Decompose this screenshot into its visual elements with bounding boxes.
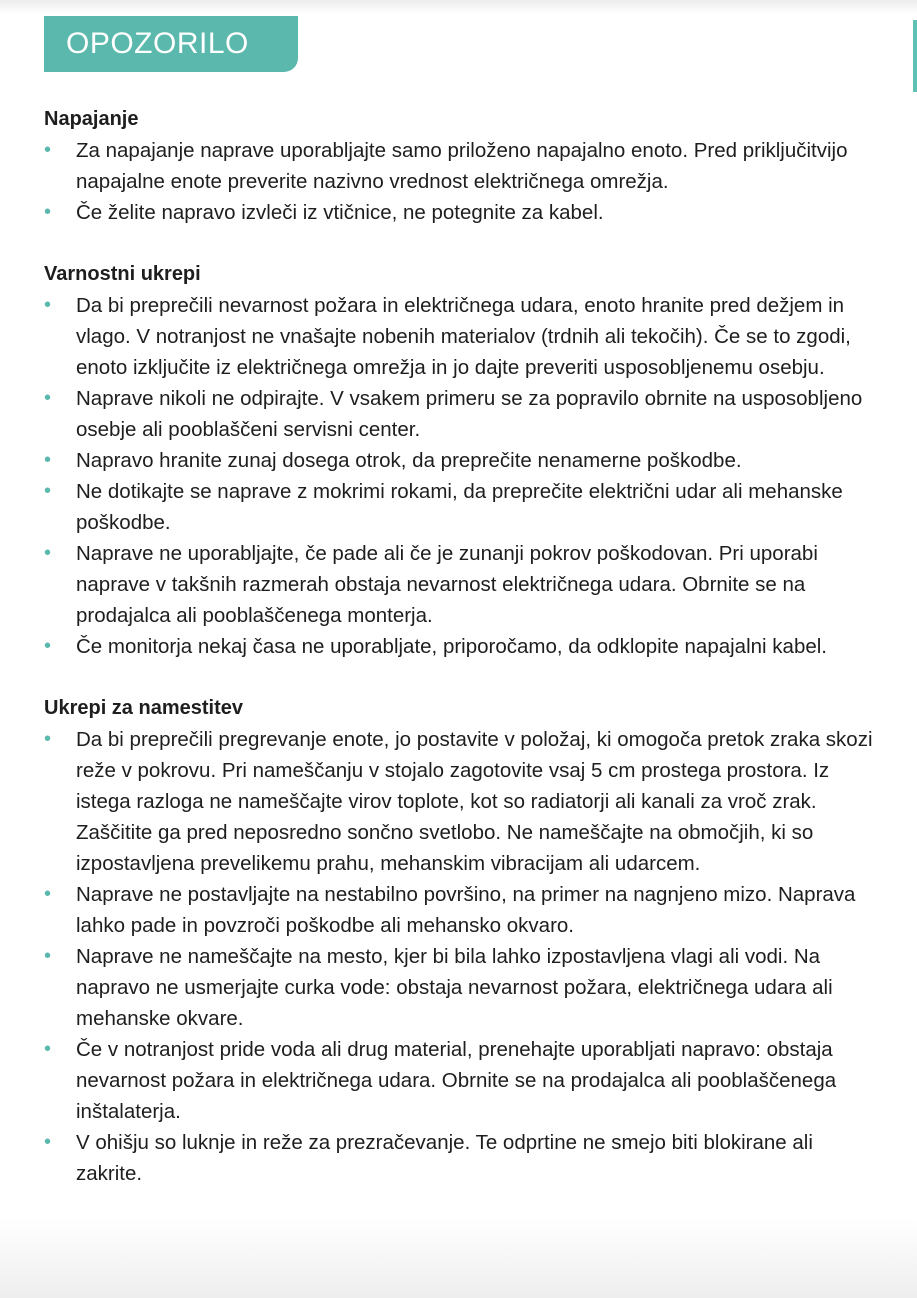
- list-item-text: V ohišju so luknje in reže za prezračevanje. Te odprtine ne smejo biti blokirane ali zakrite.: [76, 1131, 813, 1185]
- list-item-text: Napravo hranite zunaj dosega otrok, da preprečite nenamerne poškodbe.: [76, 449, 742, 472]
- bullet-icon: •: [44, 1131, 52, 1153]
- bullet-icon: •: [44, 480, 52, 502]
- bullet-icon: •: [44, 449, 52, 471]
- list-item: [44, 383, 884, 445]
- list-item-text: Če monitorja nekaj časa ne uporabljate, priporočamo, da odklopite napajalni kabel.: [76, 635, 827, 658]
- list-item-text: Ne dotikajte se naprave z mokrimi rokami, da preprečite električni udar ali mehanske poškodbe.: [76, 480, 843, 534]
- list-item: [44, 879, 884, 941]
- warning-banner: [44, 16, 298, 72]
- bullet-icon: •: [44, 883, 52, 905]
- list-item: [44, 445, 884, 476]
- list-item: [44, 290, 884, 383]
- list-item: [44, 631, 884, 662]
- section-safety: [44, 259, 884, 662]
- list-item-text: Naprave ne postavljajte na nestabilno površino, na primer na nagnjeno mizo. Naprava lahko pade in povzroči poškodbe ali mehansko okvaro.: [76, 883, 856, 937]
- bullet-icon: •: [44, 139, 52, 161]
- section-installation: [44, 693, 884, 1189]
- list-item: [44, 135, 884, 197]
- list-item-text: Da bi preprečili pregrevanje enote, jo postavite v položaj, ki omogoča pretok zraka skozi reže v pokrovu. Pri nameščanju v stojalo zagotovite vsaj 5 cm prostega prostora. Iz istega razloga ne nameščajte virov toplote, kot so radiatorji ali kanali za vroč zrak. Zaščitite ga pred neposredno sončno svetlobo. Ne nameščajte na območjih, ki so izpostavljena prevelikemu prahu, mehanskim vibracijam ali udarcem.: [76, 728, 873, 875]
- bullet-icon: •: [44, 728, 52, 750]
- page-bottom-shadow: [0, 1218, 917, 1298]
- bullet-icon: •: [44, 387, 52, 409]
- list-item-text: Naprave ne uporabljajte, če pade ali če je zunanji pokrov poškodovan. Pri uporabi naprave v takšnih razmerah obstaja nevarnost električnega udara. Obrnite se na prodajalca ali pooblaščenega monterja.: [76, 542, 818, 627]
- bullet-icon: •: [44, 635, 52, 657]
- safety-list: [44, 290, 884, 662]
- page-top-shadow: [0, 0, 917, 14]
- warning-content: [44, 104, 884, 1220]
- list-item-text: Da bi preprečili nevarnost požara in električnega udara, enoto hranite pred dežjem in vlago. V notranjost ne vnašajte nobenih materialov (trdnih ali tekočih). Če se to zgodi, enoto izključite iz električnega omrežja in jo dajte preveriti usposobljenemu osebju.: [76, 294, 851, 379]
- section-title-installation: Ukrepi za namestitev: [44, 697, 243, 719]
- page-edge-marker: [913, 20, 917, 92]
- bullet-icon: •: [44, 294, 52, 316]
- list-item: [44, 197, 884, 228]
- bullet-icon: •: [44, 542, 52, 564]
- list-item-text: Naprave ne nameščajte na mesto, kjer bi bila lahko izpostavljena vlagi ali vodi. Na napravo ne usmerjajte curka vode: obstaja nevarnost požara, električnega udara ali mehanske okvare.: [76, 945, 833, 1030]
- list-item-text: Naprave nikoli ne odpirajte. V vsakem primeru se za popravilo obrnite na usposobljeno osebje ali pooblaščeni servisni center.: [76, 387, 863, 441]
- warning-title: OPOZORILO: [66, 27, 249, 60]
- list-item: [44, 1034, 884, 1127]
- section-power: [44, 104, 884, 228]
- bullet-icon: •: [44, 201, 52, 223]
- section-title-safety: Varnostni ukrepi: [44, 263, 201, 285]
- list-item-text: Za napajanje naprave uporabljajte samo priloženo napajalno enoto. Pred priključitvijo napajalne enote preverite nazivno vrednost električnega omrežja.: [76, 139, 848, 193]
- list-item: [44, 941, 884, 1034]
- power-list: [44, 135, 884, 228]
- installation-list: [44, 724, 884, 1189]
- list-item: [44, 1127, 884, 1189]
- list-item: [44, 476, 884, 538]
- list-item: [44, 538, 884, 631]
- bullet-icon: •: [44, 1038, 52, 1060]
- list-item-text: Če želite napravo izvleči iz vtičnice, ne potegnite za kabel.: [76, 201, 604, 224]
- list-item: [44, 724, 884, 879]
- list-item-text: Če v notranjost pride voda ali drug material, prenehajte uporabljati napravo: obstaja nevarnost požara in električnega udara. Obrnite se na prodajalca ali pooblaščenega inštalaterja.: [76, 1038, 837, 1123]
- bullet-icon: •: [44, 945, 52, 967]
- section-title-power: Napajanje: [44, 108, 139, 130]
